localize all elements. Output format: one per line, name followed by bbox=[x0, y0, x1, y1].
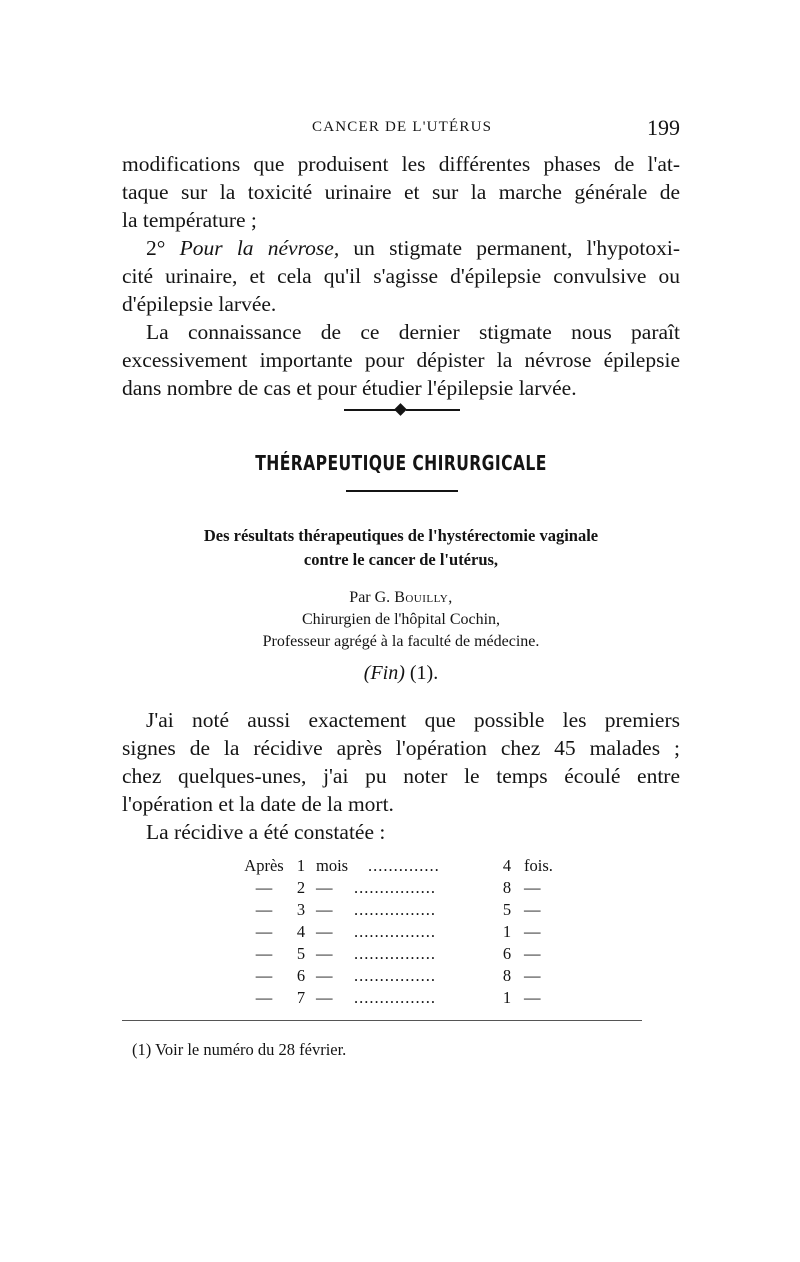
row-count: 5 bbox=[502, 900, 512, 919]
row-count-unit: — bbox=[524, 900, 541, 919]
row-prefix: Après bbox=[244, 856, 284, 875]
recurrence-intro bbox=[122, 818, 680, 846]
author-line bbox=[122, 586, 680, 610]
table-row bbox=[242, 922, 562, 944]
row-count-unit: — bbox=[524, 944, 541, 963]
intro-paragraph bbox=[122, 150, 680, 234]
row-months: 4 bbox=[296, 922, 306, 941]
table-row bbox=[242, 900, 562, 922]
recurrence-table bbox=[242, 856, 562, 1010]
table-row bbox=[242, 878, 562, 900]
author-name: Bouilly, bbox=[394, 589, 453, 606]
row-prefix: — bbox=[255, 966, 273, 985]
text-line: La récidive a été constatée : bbox=[146, 820, 386, 844]
row-count-unit: — bbox=[524, 922, 541, 941]
text-line: La connaissance de ce dernier stigmate nous paraît bbox=[146, 320, 680, 344]
author-prefix: Par G. bbox=[349, 589, 391, 606]
text-line: signes de la récidive après l'opération chez 45 malades ; bbox=[122, 736, 680, 760]
article-title-line: Des résultats thérapeutiques de l'hystérectomie vaginale bbox=[203, 526, 599, 545]
row-unit: — bbox=[316, 900, 333, 919]
footnote-reference: (1). bbox=[409, 662, 439, 684]
text-line: cité urinaire, et cela qu'il s'agisse d'épilepsie convulsive ou bbox=[122, 264, 680, 288]
row-count-unit: — bbox=[524, 988, 541, 1007]
text-line: chez quelques-unes, j'ai pu noter le temps écoulé entre bbox=[122, 764, 680, 788]
running-header bbox=[122, 115, 680, 143]
text-line: excessivement importante pour dépister la névrose épilepsie bbox=[122, 348, 680, 372]
point-number: 2° bbox=[146, 236, 166, 260]
row-unit: — bbox=[316, 922, 333, 941]
row-unit: mois bbox=[316, 856, 349, 875]
row-months: 3 bbox=[296, 900, 306, 919]
row-count: 1 bbox=[502, 988, 512, 1007]
row-unit: — bbox=[316, 988, 333, 1007]
row-count: 8 bbox=[502, 878, 512, 897]
table-row bbox=[242, 856, 562, 878]
text-line: d'épilepsie larvée. bbox=[122, 292, 277, 316]
book-page bbox=[122, 0, 680, 1262]
row-months: 5 bbox=[296, 944, 306, 963]
row-count-unit: — bbox=[524, 878, 541, 897]
row-leader: ................ bbox=[354, 922, 436, 941]
text-line: la température ; bbox=[122, 208, 257, 232]
footnote-marker: (1) bbox=[132, 1040, 152, 1059]
footnote bbox=[132, 1040, 346, 1060]
row-months: 2 bbox=[296, 878, 306, 897]
point-line-rest: un stigmate permanent, l'hypotoxi- bbox=[339, 236, 680, 260]
row-leader: ................ bbox=[354, 878, 436, 897]
running-title: CANCER DE L'UTÉRUS bbox=[312, 119, 493, 135]
body-paragraph bbox=[122, 706, 680, 818]
row-count: 8 bbox=[502, 966, 512, 985]
row-unit: — bbox=[316, 966, 333, 985]
row-months: 7 bbox=[296, 988, 306, 1007]
row-prefix: — bbox=[255, 922, 273, 941]
row-months: 1 bbox=[296, 856, 306, 875]
ornament-right-bar bbox=[406, 409, 460, 411]
table-row bbox=[242, 944, 562, 966]
ornament-diamond-icon bbox=[394, 403, 407, 416]
row-count-unit: — bbox=[524, 966, 541, 985]
text-line: taque sur la toxicité urinaire et sur la marche générale de bbox=[122, 180, 680, 204]
section-rule bbox=[346, 490, 458, 492]
ornament-left-bar bbox=[344, 409, 396, 411]
row-leader: .............. bbox=[368, 856, 440, 875]
author-title: Professeur agrégé à la faculté de médecine. bbox=[262, 633, 540, 650]
text-line bbox=[122, 234, 680, 262]
text-line: J'ai noté aussi exactement que possible les premiers bbox=[146, 708, 680, 732]
section-ornament bbox=[344, 404, 460, 416]
page-number: 199 bbox=[647, 115, 680, 140]
row-leader: ................ bbox=[354, 900, 436, 919]
row-prefix: — bbox=[255, 878, 273, 897]
text-line: dans nombre de cas et pour étudier l'épilepsie larvée. bbox=[122, 376, 577, 400]
point-italic-lead: Pour la névrose, bbox=[179, 236, 340, 260]
row-leader: ................ bbox=[354, 966, 436, 985]
row-prefix: — bbox=[255, 988, 273, 1007]
continuation-note bbox=[122, 662, 680, 685]
text-line: modifications que produisent les différentes phases de l'at- bbox=[122, 152, 680, 176]
footnote-text: Voir le numéro du 28 février. bbox=[155, 1040, 347, 1059]
row-unit: — bbox=[316, 878, 333, 897]
row-unit: — bbox=[316, 944, 333, 963]
footnote-rule bbox=[122, 1020, 642, 1021]
row-leader: ................ bbox=[354, 944, 436, 963]
article-title bbox=[122, 524, 680, 572]
row-months: 6 bbox=[296, 966, 306, 985]
row-count: 4 bbox=[502, 856, 512, 875]
row-count: 6 bbox=[502, 944, 512, 963]
fin-label: (Fin) bbox=[363, 662, 405, 684]
table-row bbox=[242, 988, 562, 1010]
row-leader: ................ bbox=[354, 988, 436, 1007]
section-heading: THÉRAPEUTIQUE CHIRURGICALE bbox=[255, 451, 547, 475]
point-two-paragraph bbox=[122, 234, 680, 318]
text-line: l'opération et la date de la mort. bbox=[122, 792, 394, 816]
article-title-line: contre le cancer de l'utérus, bbox=[303, 550, 499, 569]
row-count: 1 bbox=[502, 922, 512, 941]
row-prefix: — bbox=[255, 900, 273, 919]
conclusion-paragraph bbox=[122, 318, 680, 402]
row-count-unit: fois. bbox=[524, 856, 553, 875]
author-role: Chirurgien de l'hôpital Cochin, bbox=[301, 611, 501, 628]
row-prefix: — bbox=[255, 944, 273, 963]
table-row bbox=[242, 966, 562, 988]
